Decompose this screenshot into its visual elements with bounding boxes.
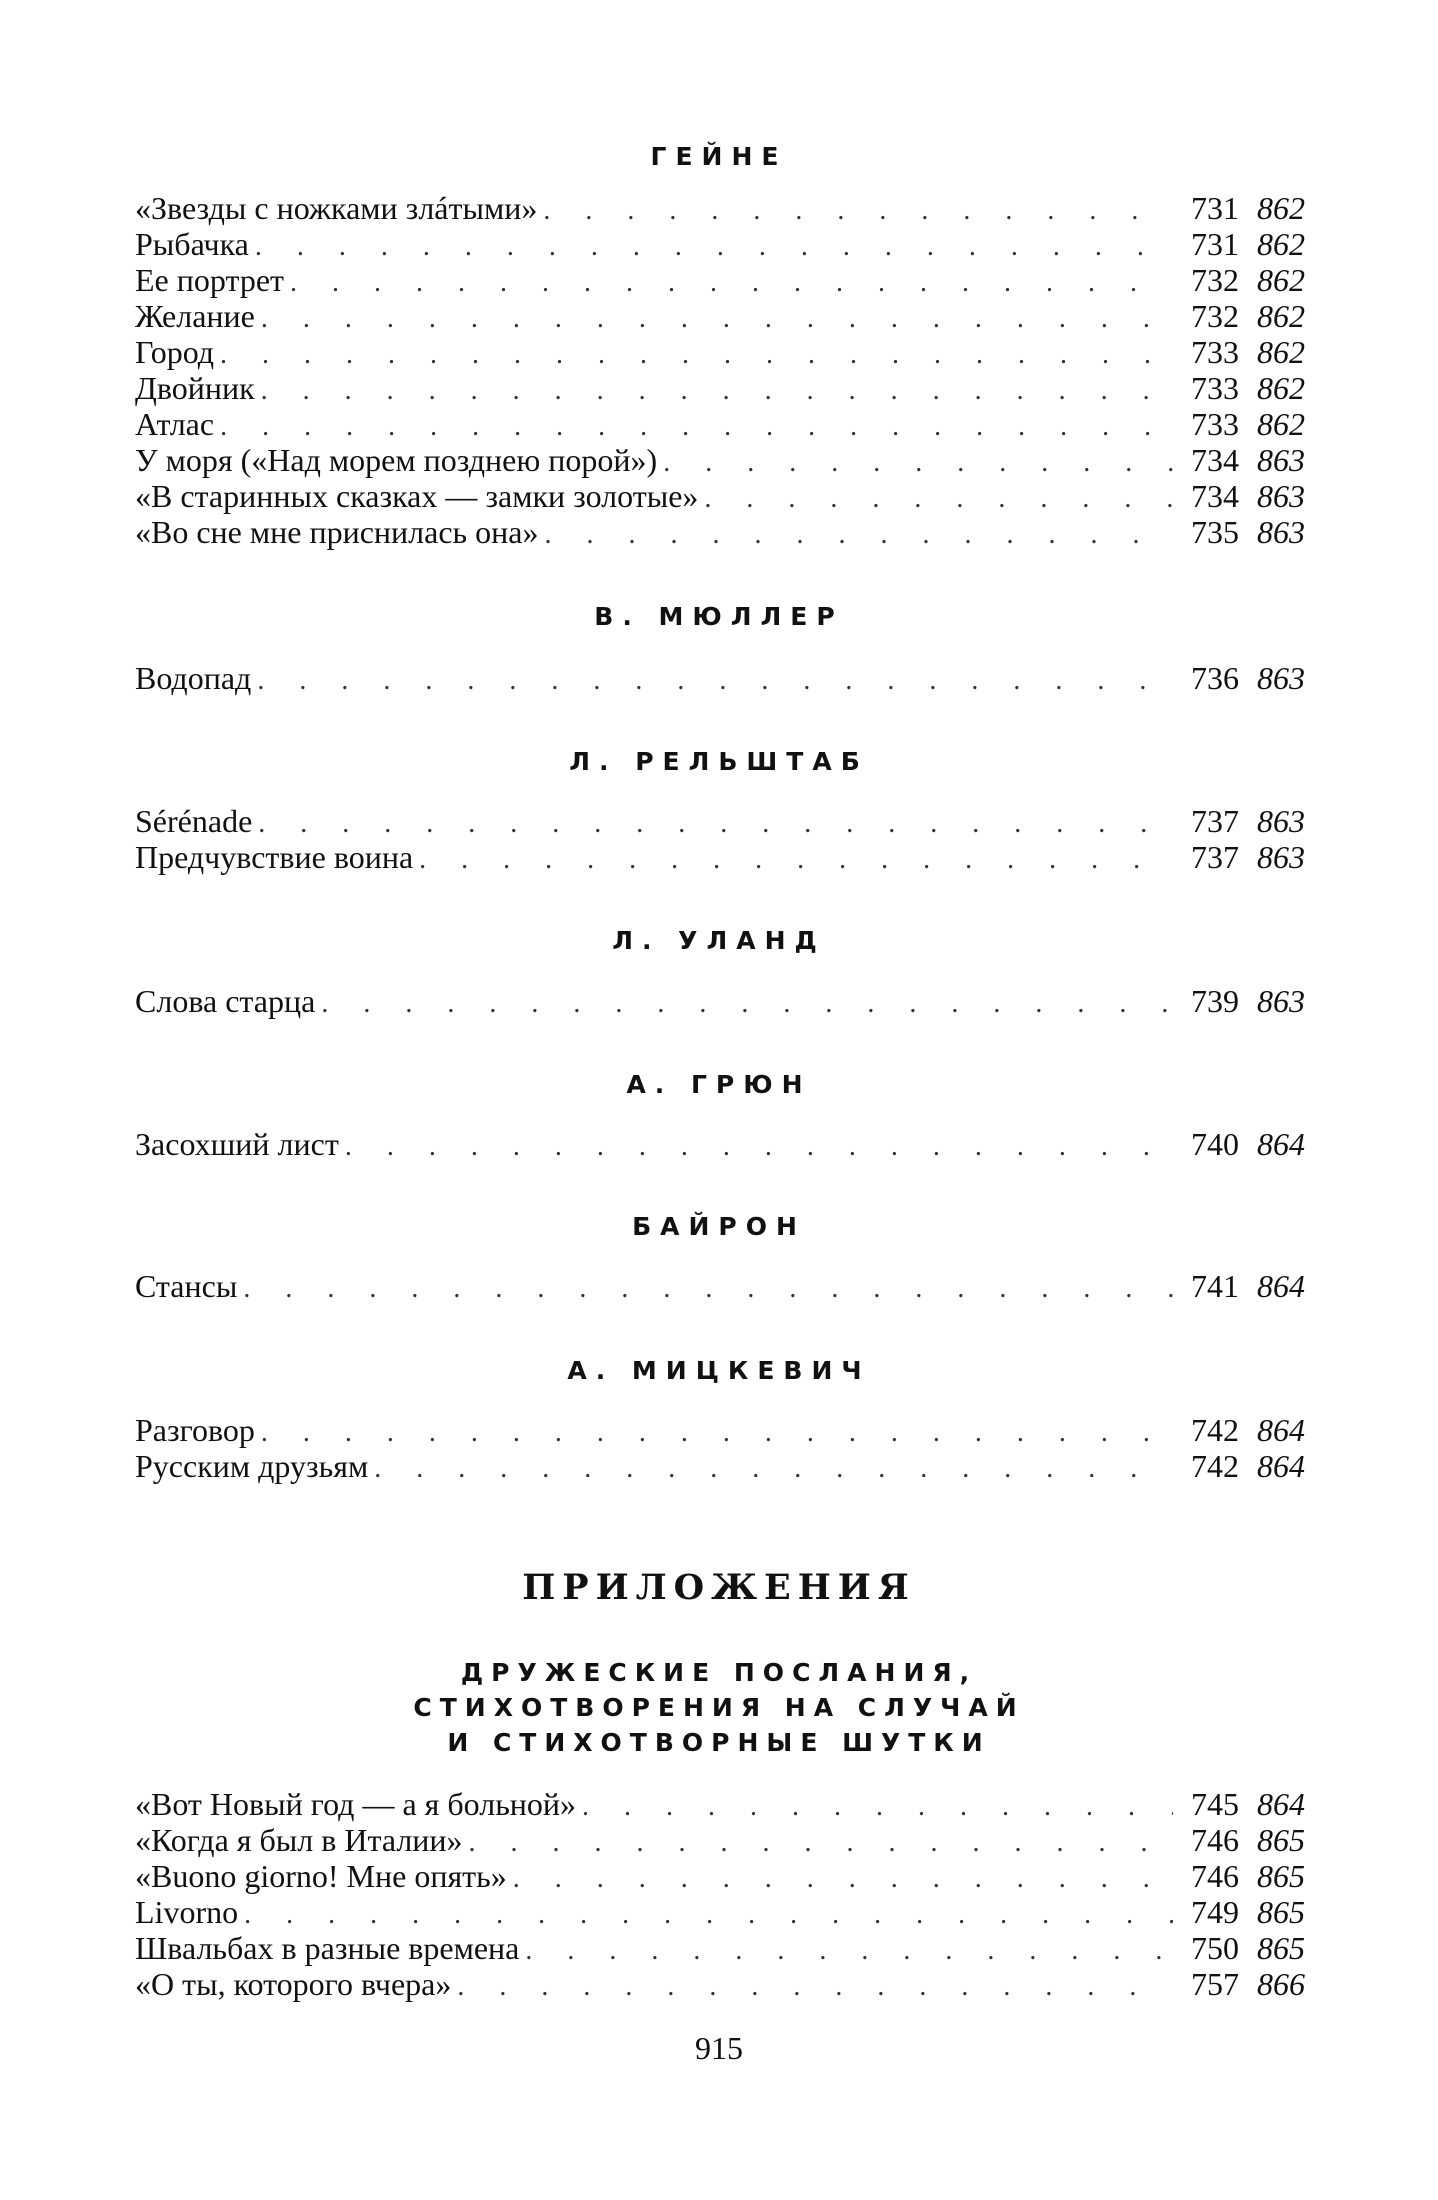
toc-entry xyxy=(135,1858,1305,1894)
entry-note-page: 862 xyxy=(1257,190,1305,226)
entry-page: 733 xyxy=(1191,370,1239,406)
toc-entry xyxy=(135,478,1305,514)
section-heading-heine: ГЕЙНЕ xyxy=(650,142,788,171)
toc-entry xyxy=(135,226,1305,262)
dot-leader xyxy=(257,663,1173,699)
toc-entry xyxy=(135,334,1305,370)
page-number: 915 xyxy=(695,2030,743,2066)
entry-note-page: 863 xyxy=(1257,983,1305,1019)
dot-leader xyxy=(220,337,1173,373)
entry-page: 746 xyxy=(1191,1858,1239,1894)
dot-leader xyxy=(261,373,1173,409)
entry-title: Желание xyxy=(135,298,255,334)
dot-leader xyxy=(543,193,1173,229)
entry-page: 742 xyxy=(1191,1448,1239,1484)
toc-entry xyxy=(135,983,1305,1019)
entry-title: Водопад xyxy=(135,660,252,696)
dot-leader xyxy=(419,842,1173,878)
entry-note-page: 862 xyxy=(1257,334,1305,370)
toc-entry xyxy=(135,406,1305,442)
entry-note-page: 863 xyxy=(1257,803,1305,839)
entry-page: 731 xyxy=(1191,226,1239,262)
entry-page: 733 xyxy=(1191,334,1239,370)
entry-title: Ее портрет xyxy=(135,262,285,298)
entry-note-page: 863 xyxy=(1257,660,1305,696)
dot-leader xyxy=(544,517,1173,553)
entry-note-page: 866 xyxy=(1257,1966,1305,2002)
entry-page: 734 xyxy=(1191,478,1239,514)
entry-note-page: 865 xyxy=(1257,1822,1305,1858)
entry-title: «Вот Новый год — а я больной» xyxy=(135,1786,577,1822)
toc-entry xyxy=(135,1126,1305,1162)
dot-leader xyxy=(582,1789,1173,1825)
appendix-subheading-line-2: СТИХОТВОРЕНИЯ НА СЛУЧАЙ xyxy=(413,1693,1025,1722)
dot-leader xyxy=(258,806,1173,842)
dot-leader xyxy=(290,265,1173,301)
entry-title: Швальбах в разные времена xyxy=(135,1930,520,1966)
entry-note-page: 862 xyxy=(1257,262,1305,298)
toc-entry xyxy=(135,1930,1305,1966)
entry-page: 736 xyxy=(1191,660,1239,696)
entry-title: Рыбачка xyxy=(135,226,249,262)
toc-entry xyxy=(135,370,1305,406)
entry-page: 739 xyxy=(1191,983,1239,1019)
appendix-title: ПРИЛОЖЕНИЯ xyxy=(522,1567,916,1608)
entry-note-page: 864 xyxy=(1257,1268,1305,1304)
dot-leader xyxy=(345,1129,1173,1165)
dot-leader xyxy=(704,481,1173,517)
toc-entry xyxy=(135,1894,1305,1930)
dot-leader xyxy=(261,1415,1173,1451)
entry-title: «О ты, которого вчера» xyxy=(135,1966,452,2002)
entry-title: Двойник xyxy=(135,370,255,406)
toc-entry xyxy=(135,514,1305,550)
entry-note-page: 864 xyxy=(1257,1786,1305,1822)
toc-entry xyxy=(135,190,1305,226)
dot-leader xyxy=(513,1861,1173,1897)
section-heading-grun: А. ГРЮН xyxy=(626,1070,812,1099)
entry-title: Sérénade xyxy=(135,803,253,839)
toc-entry xyxy=(135,660,1305,696)
entry-note-page: 862 xyxy=(1257,298,1305,334)
appendix-subheading-line-1: ДРУЖЕСКИЕ ПОСЛАНИЯ, xyxy=(460,1658,978,1687)
entry-page: 734 xyxy=(1191,442,1239,478)
dot-leader xyxy=(457,1969,1173,2005)
entry-page: 732 xyxy=(1191,298,1239,334)
appendix-subheading-line-3: И СТИХОТВОРНЫЕ ШУТКИ xyxy=(447,1728,991,1757)
section-heading-muller: В. МЮЛЛЕР xyxy=(594,602,844,631)
entry-title: Слова старца xyxy=(135,983,316,1019)
entry-page: 749 xyxy=(1191,1894,1239,1930)
entries-muller xyxy=(135,660,1305,696)
dot-leader xyxy=(663,445,1173,481)
entry-title: Засохший лист xyxy=(135,1126,339,1162)
toc-entry xyxy=(135,442,1305,478)
dot-leader xyxy=(255,229,1173,265)
dot-leader xyxy=(243,1271,1173,1307)
section-heading-byron: БАЙРОН xyxy=(632,1212,806,1241)
toc-entry xyxy=(135,1448,1305,1484)
dot-leader xyxy=(220,409,1173,445)
dot-leader xyxy=(525,1933,1173,1969)
toc-entry xyxy=(135,1268,1305,1304)
entry-note-page: 864 xyxy=(1257,1412,1305,1448)
entry-note-page: 863 xyxy=(1257,442,1305,478)
entries-rellstab xyxy=(135,803,1305,875)
entry-title: У моря («Над морем позднею порой») xyxy=(135,442,658,478)
entry-note-page: 865 xyxy=(1257,1930,1305,1966)
entry-note-page: 863 xyxy=(1257,839,1305,875)
entry-title: «Buono giorno! Мне опять» xyxy=(135,1858,507,1894)
entry-title: Стансы xyxy=(135,1268,238,1304)
entry-page: 733 xyxy=(1191,406,1239,442)
entry-note-page: 863 xyxy=(1257,514,1305,550)
entry-note-page: 862 xyxy=(1257,226,1305,262)
entry-title: «В старинных сказках — замки золотые» xyxy=(135,478,699,514)
toc-entry xyxy=(135,1966,1305,2002)
entry-note-page: 863 xyxy=(1257,478,1305,514)
toc-entry xyxy=(135,1412,1305,1448)
entry-page: 737 xyxy=(1191,803,1239,839)
entry-title: Разговор xyxy=(135,1412,255,1448)
entry-title: «Во сне мне приснилась она» xyxy=(135,514,539,550)
entry-title: «Звезды с ножками злáтыми» xyxy=(135,190,538,226)
entry-note-page: 865 xyxy=(1257,1858,1305,1894)
entry-page: 737 xyxy=(1191,839,1239,875)
dot-leader xyxy=(469,1825,1173,1861)
entry-note-page: 864 xyxy=(1257,1448,1305,1484)
entry-page: 732 xyxy=(1191,262,1239,298)
entries-appendix xyxy=(135,1786,1305,2002)
toc-entry xyxy=(135,1786,1305,1822)
entries-mickiewicz xyxy=(135,1412,1305,1484)
entry-title: Предчувствие воина xyxy=(135,839,414,875)
entry-page: 750 xyxy=(1191,1930,1239,1966)
section-heading-uhland: Л. УЛАНД xyxy=(612,926,826,955)
entry-page: 745 xyxy=(1191,1786,1239,1822)
entry-note-page: 862 xyxy=(1257,406,1305,442)
entries-uhland xyxy=(135,983,1305,1019)
entry-page: 740 xyxy=(1191,1126,1239,1162)
section-heading-rellstab: Л. РЕЛЬШТАБ xyxy=(569,747,869,776)
section-heading-mickiewicz: А. МИЦКЕВИЧ xyxy=(567,1356,871,1385)
entry-page: 746 xyxy=(1191,1822,1239,1858)
entry-note-page: 864 xyxy=(1257,1126,1305,1162)
entry-note-page: 865 xyxy=(1257,1894,1305,1930)
dot-leader xyxy=(374,1451,1173,1487)
toc-entry xyxy=(135,262,1305,298)
entry-title: Livorno xyxy=(135,1894,239,1930)
entry-page: 741 xyxy=(1191,1268,1239,1304)
entry-note-page: 862 xyxy=(1257,370,1305,406)
entry-title: «Когда я был в Италии» xyxy=(135,1822,463,1858)
entries-byron xyxy=(135,1268,1305,1304)
dot-leader xyxy=(244,1897,1173,1933)
entry-page: 735 xyxy=(1191,514,1239,550)
entry-page: 731 xyxy=(1191,190,1239,226)
toc-entry xyxy=(135,298,1305,334)
dot-leader xyxy=(321,986,1173,1022)
toc-entry xyxy=(135,1822,1305,1858)
entry-title: Город xyxy=(135,334,215,370)
entry-title: Атлас xyxy=(135,406,215,442)
toc-entry xyxy=(135,803,1305,839)
entry-page: 742 xyxy=(1191,1412,1239,1448)
entries-heine xyxy=(135,190,1305,550)
dot-leader xyxy=(261,301,1173,337)
entry-page: 757 xyxy=(1191,1966,1239,2002)
entries-grun xyxy=(135,1126,1305,1162)
entry-title: Русским друзьям xyxy=(135,1448,369,1484)
toc-entry xyxy=(135,839,1305,875)
